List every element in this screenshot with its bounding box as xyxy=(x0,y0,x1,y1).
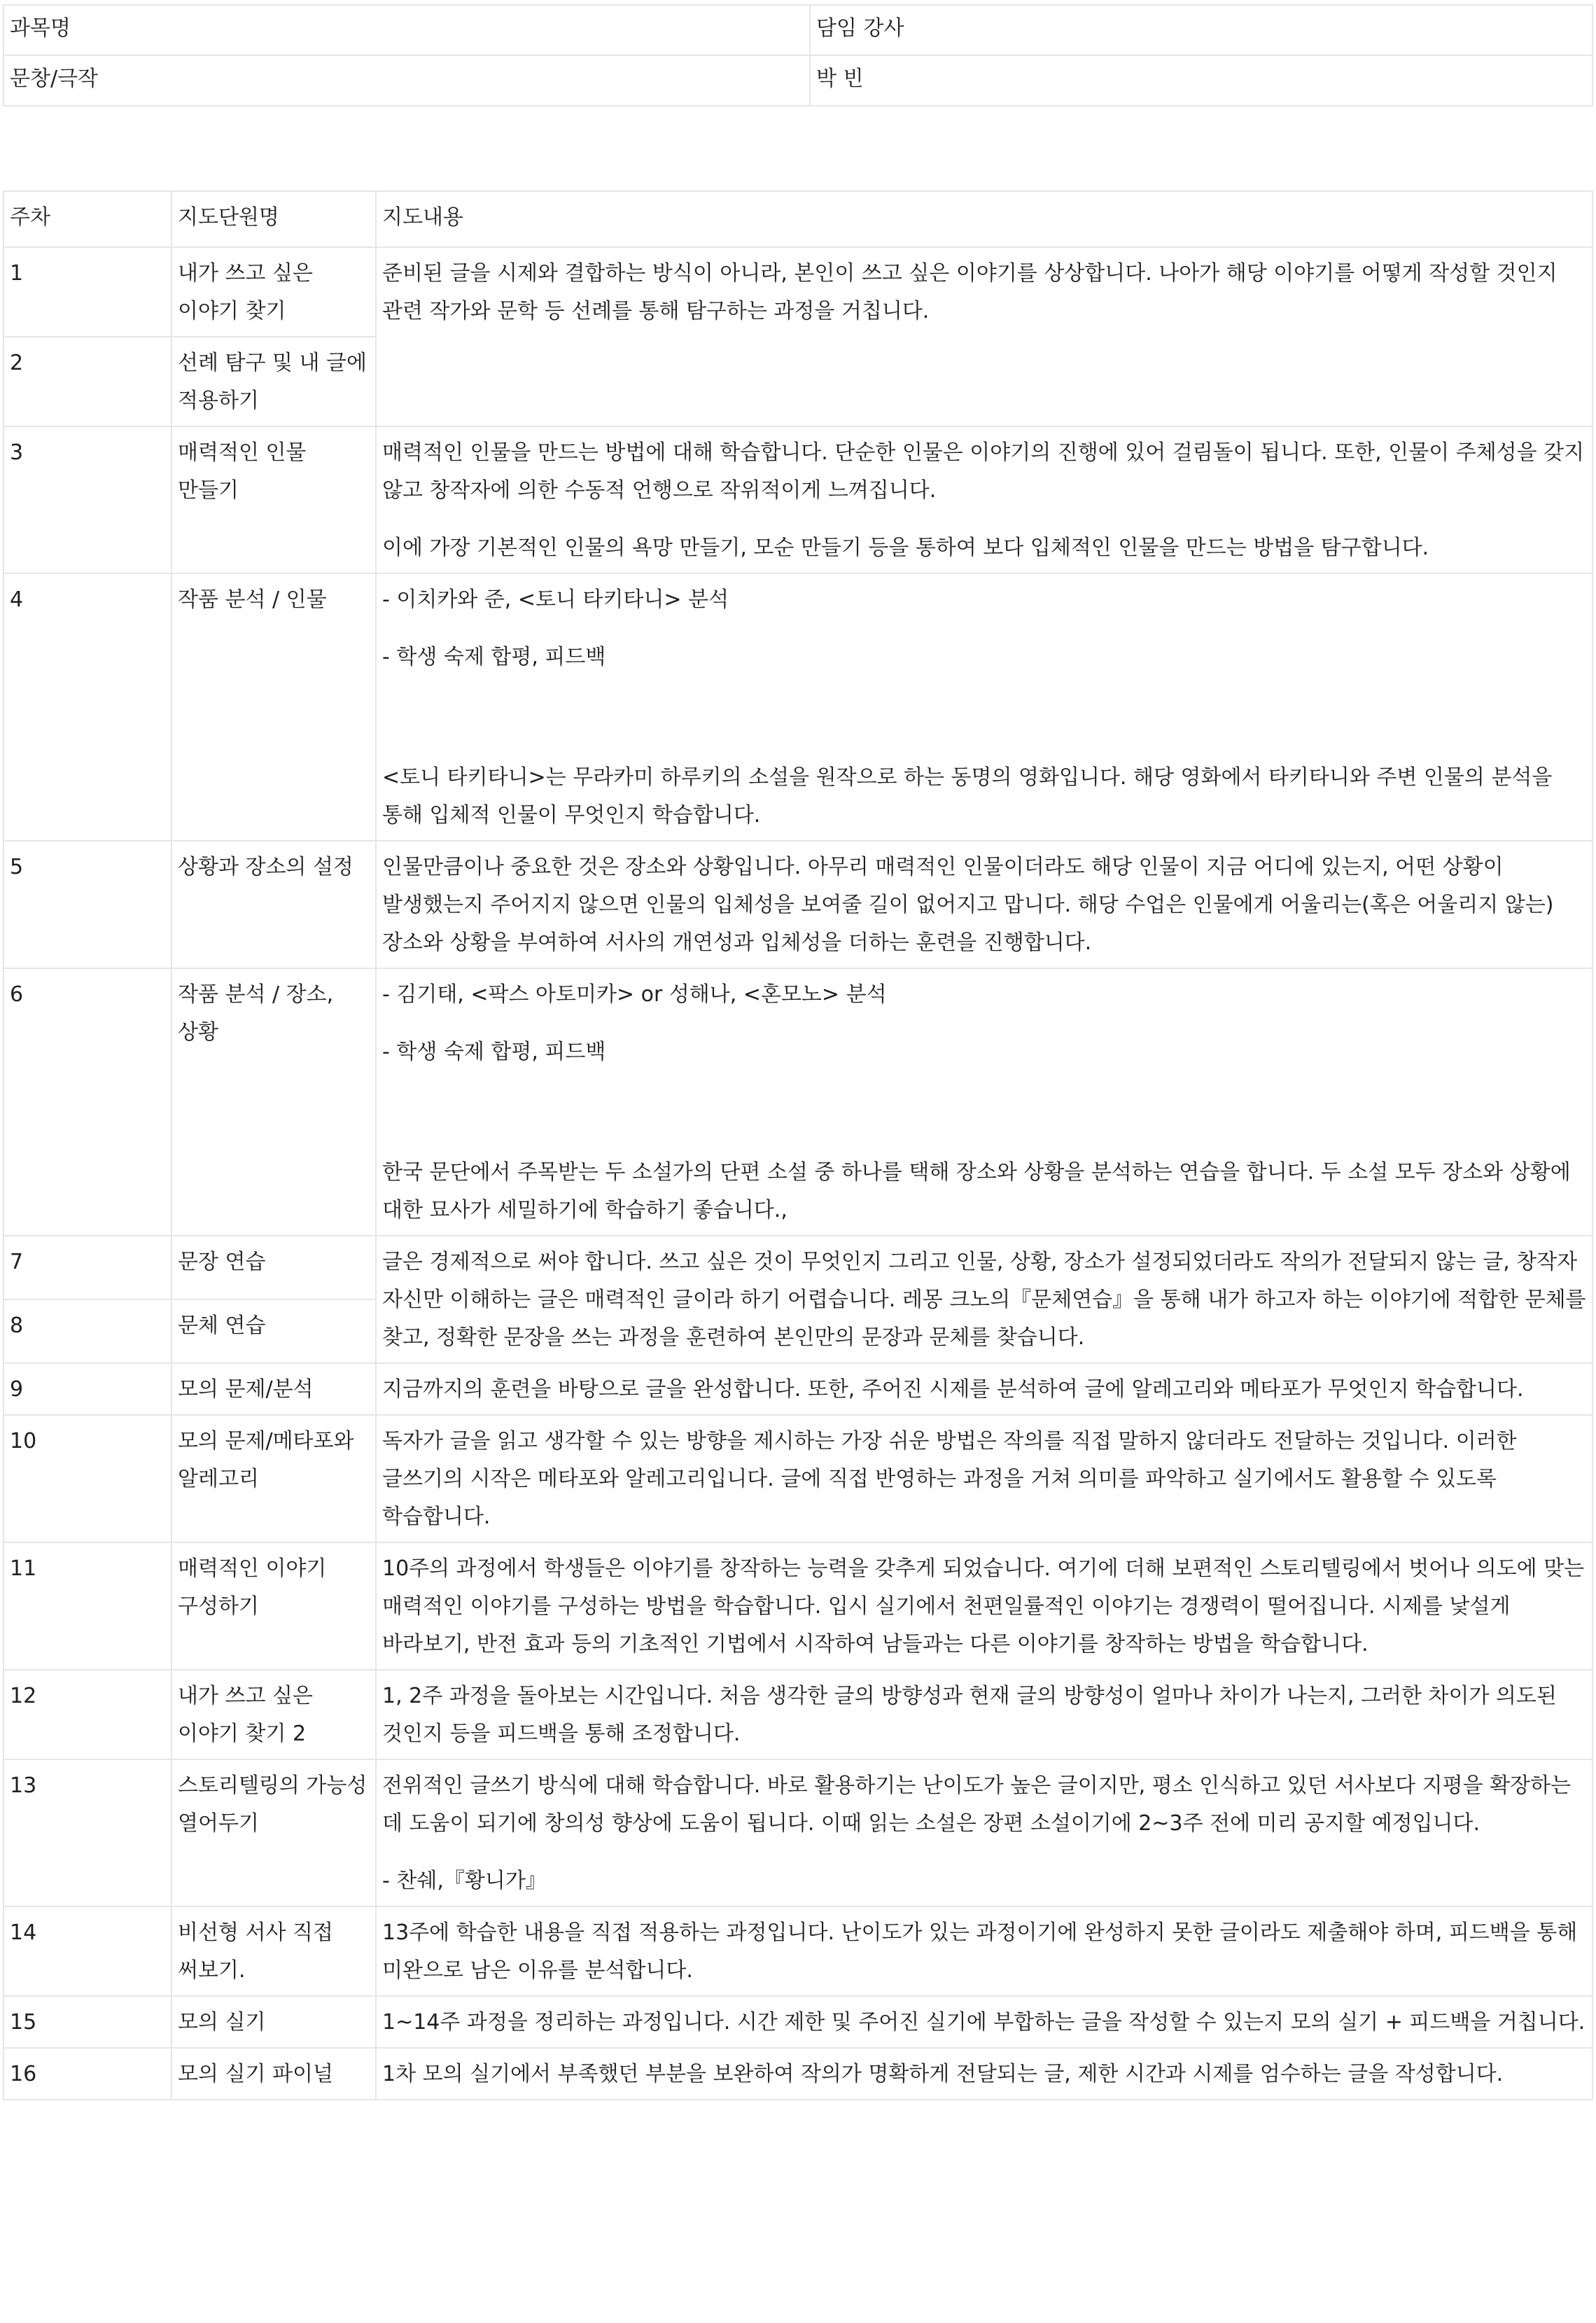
plan-row xyxy=(4,426,1592,573)
lesson-content xyxy=(376,1906,1592,1996)
week-number: 14 xyxy=(4,1906,172,1996)
week-number: 4 xyxy=(4,573,172,841)
lesson-content xyxy=(376,1542,1592,1670)
subject-value: 문창/극작 xyxy=(4,55,810,106)
week-number: 1 xyxy=(4,247,172,337)
unit-name: 문장 연습 xyxy=(172,1236,376,1299)
weekly-plan-body xyxy=(4,191,1592,2100)
unit-name: 매력적인 인물 만들기 xyxy=(172,426,376,573)
lesson-paragraph: 한국 문단에서 주목받는 두 소설가의 단편 소설 중 하나를 택해 장소와 상황을 분석하는 연습을 합니다. 두 소설 모두 장소와 상황에 대한 묘사가 세밀하기에 학습하기 좋습니다., xyxy=(382,1160,1571,1222)
lesson-content xyxy=(376,2048,1592,2100)
plan-row xyxy=(4,968,1592,1236)
plan-row xyxy=(4,247,1592,337)
lesson-paragraph: - 학생 숙제 합평, 피드백 xyxy=(382,645,606,669)
unit-name: 작품 분석 / 인물 xyxy=(172,573,376,841)
lesson-content xyxy=(376,1363,1592,1415)
unit-name: 매력적인 이야기 구성하기 xyxy=(172,1542,376,1670)
header-content: 지도내용 xyxy=(376,191,1592,247)
unit-name: 내가 쓰고 싶은 이야기 찾기 2 xyxy=(172,1670,376,1759)
week-number: 7 xyxy=(4,1236,172,1299)
lesson-paragraph: - 김기태, <팍스 아토미카> or 성해나, <혼모노> 분석 xyxy=(382,982,887,1007)
lesson-content xyxy=(376,968,1592,1236)
plan-row xyxy=(4,1415,1592,1542)
plan-row xyxy=(4,1542,1592,1670)
plan-row xyxy=(4,1670,1592,1759)
info-header-row xyxy=(4,5,1592,55)
week-number: 3 xyxy=(4,426,172,573)
lesson-paragraph: 독자가 글을 읽고 생각할 수 있는 방향을 제시하는 가장 쉬운 방법은 작의를 직접 말하지 않더라도 전달하는 것입니다. 이러한 글쓰기의 시작은 메타포와 알레고리입니다. 글에 직접 반영하는 과정을 거쳐 의미를 파악하고 실기에서도 활용할 수 있도록 학습합니다. xyxy=(382,1429,1517,1529)
lesson-paragraph: 이에 가장 기본적인 인물의 욕망 만들기, 모순 만들기 등을 통하여 보다 입체적인 인물을 만드는 방법을 탐구합니다. xyxy=(382,536,1429,560)
week-number: 9 xyxy=(4,1363,172,1415)
lesson-content xyxy=(376,1670,1592,1759)
unit-name: 상황과 장소의 설정 xyxy=(172,841,376,968)
week-number: 10 xyxy=(4,1415,172,1542)
lesson-paragraph: 1차 모의 실기에서 부족했던 부분을 보완하여 작의가 명확하게 전달되는 글, 제한 시간과 시제를 엄수하는 글을 작성합니다. xyxy=(382,2062,1504,2086)
lesson-paragraph: 1~14주 과정을 정리하는 과정입니다. 시간 제한 및 주어진 실기에 부합하는 글을 작성할 수 있는지 모의 실기 + 피드백을 거칩니다. xyxy=(382,2010,1586,2035)
lesson-paragraph: 인물만큼이나 중요한 것은 장소와 상황입니다. 아무리 매력적인 인물이더라도 해당 인물이 지금 어디에 있는지, 어떤 상황이 발생했는지 주어지지 않으면 인물의 입체성을 보여줄 길이 없어지고 맙니다. 해당 수업은 인물에게 어울리는(혹은 어울리지 않는) 장소와 상황을 부여하여 서사의 개연성과 입체성을 더하는 훈련을 진행합니다. xyxy=(382,855,1554,955)
lesson-paragraph: - 찬쉐,『황니가』 xyxy=(382,1869,547,1893)
week-number: 13 xyxy=(4,1759,172,1906)
plan-header-row xyxy=(4,191,1592,247)
unit-name: 비선형 서사 직접 써보기. xyxy=(172,1906,376,1996)
plan-row xyxy=(4,1759,1592,1906)
subject-label: 과목명 xyxy=(4,5,810,55)
unit-name: 문체 연습 xyxy=(172,1299,376,1363)
unit-name: 모의 실기 파이널 xyxy=(172,2048,376,2100)
lesson-content xyxy=(376,573,1592,841)
unit-name: 모의 실기 xyxy=(172,1996,376,2048)
course-info-table xyxy=(3,4,1593,106)
weekly-plan-table xyxy=(3,190,1593,2100)
week-number: 8 xyxy=(4,1299,172,1363)
lesson-content xyxy=(376,247,1592,426)
week-number: 16 xyxy=(4,2048,172,2100)
plan-row xyxy=(4,2048,1592,2100)
lesson-content xyxy=(376,1236,1592,1363)
lesson-content xyxy=(376,1996,1592,2048)
week-number: 2 xyxy=(4,337,172,426)
plan-row xyxy=(4,1363,1592,1415)
lesson-paragraph: 매력적인 인물을 만드는 방법에 대해 학습합니다. 단순한 인물은 이야기의 진행에 있어 걸림돌이 됩니다. 또한, 인물이 주체성을 갖지 않고 창작자에 의한 수동적 언행으로 작위적이게 느껴집니다. xyxy=(382,440,1585,503)
lesson-content xyxy=(376,1415,1592,1542)
header-unit: 지도단원명 xyxy=(172,191,376,247)
lesson-paragraph: - 학생 숙제 합평, 피드백 xyxy=(382,1040,606,1064)
unit-name: 내가 쓰고 싶은 이야기 찾기 xyxy=(172,247,376,337)
plan-row xyxy=(4,1906,1592,1996)
plan-row xyxy=(4,573,1592,841)
plan-row xyxy=(4,841,1592,968)
unit-name: 선례 탐구 및 내 글에 적용하기 xyxy=(172,337,376,426)
lesson-paragraph: 준비된 글을 시제와 결합하는 방식이 아니라, 본인이 쓰고 싶은 이야기를 상상합니다. 나아가 해당 이야기를 어떻게 작성할 것인지 관련 작가와 문학 등 선례를 통해 탐구하는 과정을 거칩니다. xyxy=(382,261,1558,323)
plan-row xyxy=(4,1996,1592,2048)
lesson-paragraph: <토니 타키타니>는 무라카미 하루키의 소설을 원작으로 하는 동명의 영화입니다. 해당 영화에서 타키타니와 주변 인물의 분석을 통해 입체적 인물이 무엇인지 학습합니다. xyxy=(382,765,1553,828)
lesson-paragraph: 전위적인 글쓰기 방식에 대해 학습합니다. 바로 활용하기는 난이도가 높은 글이지만, 평소 인식하고 있던 서사보다 지평을 확장하는 데 도움이 되기에 창의성 향상에 도움이 됩니다. 이때 읽는 소설은 장편 소설이기에 2~3주 전에 미리 공지할 예정입니다. xyxy=(382,1773,1572,1836)
lesson-paragraph: - 이치카와 준, <토니 타키타니> 분석 xyxy=(382,587,729,612)
plan-row xyxy=(4,1236,1592,1299)
lesson-paragraph: 1, 2주 과정을 돌아보는 시간입니다. 처음 생각한 글의 방향성과 현재 글의 방향성이 얼마나 차이가 나는지, 그러한 차이가 의도된 것인지 등을 피드백을 통해 조정합니다. xyxy=(382,1684,1557,1746)
info-value-row xyxy=(4,55,1592,106)
week-number: 12 xyxy=(4,1670,172,1759)
week-number: 6 xyxy=(4,968,172,1236)
lesson-paragraph: 지금까지의 훈련을 바탕으로 글을 완성합니다. 또한, 주어진 시제를 분석하여 글에 알레고리와 메타포가 무엇인지 학습합니다. xyxy=(382,1377,1524,1402)
teacher-value: 박 빈 xyxy=(810,55,1592,106)
lesson-content xyxy=(376,1759,1592,1906)
week-number: 5 xyxy=(4,841,172,968)
lesson-paragraph: 13주에 학습한 내용을 직접 적용하는 과정입니다. 난이도가 있는 과정이기에 완성하지 못한 글이라도 제출해야 하며, 피드백을 통해 미완으로 남은 이유를 분석합니다. xyxy=(382,1920,1578,1983)
week-number: 11 xyxy=(4,1542,172,1670)
week-number: 15 xyxy=(4,1996,172,2048)
unit-name: 모의 문제/메타포와 알레고리 xyxy=(172,1415,376,1542)
unit-name: 작품 분석 / 장소, 상황 xyxy=(172,968,376,1236)
unit-name: 스토리텔링의 가능성 열어두기 xyxy=(172,1759,376,1906)
lesson-paragraph: 10주의 과정에서 학생들은 이야기를 창작하는 능력을 갖추게 되었습니다. 여기에 더해 보편적인 스토리텔링에서 벗어나 의도에 맞는 매력적인 이야기를 구성하는 방법을 학습합니다. 입시 실기에서 천편일률적인 이야기는 경쟁력이 떨어집니다. 시제를 낯설게 바라보기, 반전 효과 등의 기초적인 기법에서 시작하여 남들과는 다른 이야기를 창작하는 방법을 학습합니다. xyxy=(382,1556,1585,1656)
unit-name: 모의 문제/분석 xyxy=(172,1363,376,1415)
header-week: 주차 xyxy=(4,191,172,247)
lesson-content xyxy=(376,426,1592,573)
lesson-paragraph: 글은 경제적으로 써야 합니다. 쓰고 싶은 것이 무엇인지 그리고 인물, 상황, 장소가 설정되었더라도 작의가 전달되지 않는 글, 창작자 자신만 이해하는 글은 매력적인 글이라 하기 어렵습니다. 레몽 크노의『문체연습』을 통해 내가 하고자 하는 이야기에 적합한 문체를 찾고, 정확한 문장을 쓰는 과정을 훈련하여 본인만의 문장과 문체를 찾습니다. xyxy=(382,1250,1586,1350)
teacher-label: 담임 강사 xyxy=(810,5,1592,55)
lesson-content xyxy=(376,841,1592,968)
